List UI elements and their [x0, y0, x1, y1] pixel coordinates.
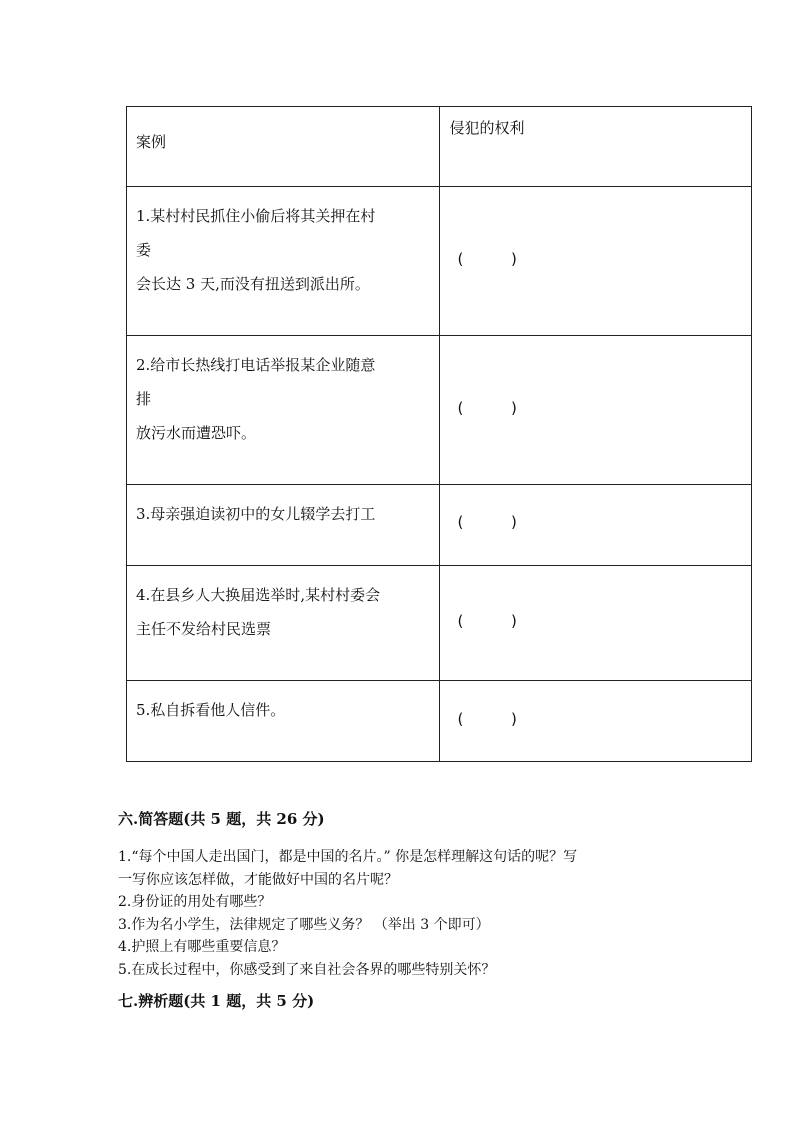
case-text-line: 4.在县乡人大换届选举时,某村村委会 — [136, 586, 381, 604]
case-text-line: 3.母亲强迫读初中的女儿辍学去打工 — [136, 505, 376, 523]
question-line: 一写你应该怎样做，才能做好中国的名片呢？ — [118, 871, 398, 888]
header-right-cell — [439, 107, 752, 187]
header-case-cell — [127, 107, 440, 187]
case-text-line: 2.给市长热线打电话举报某企业随意 — [136, 356, 376, 374]
case-text-line: 5.私自拆看他人信件。 — [136, 701, 286, 719]
question-list — [118, 846, 678, 982]
section-6-title: 六.简答题(共 5 题，共 26 分) — [118, 810, 325, 828]
answer-blank[interactable]: ( ) — [457, 250, 517, 268]
answer-cell[interactable] — [439, 566, 752, 681]
case-table — [126, 106, 752, 762]
case-cell — [127, 681, 440, 762]
case-text-line: 排 — [136, 390, 152, 408]
table-header-row — [127, 107, 752, 187]
table-row — [127, 485, 752, 566]
case-cell — [127, 336, 440, 485]
case-cell — [127, 485, 440, 566]
question-line: 5.在成长过程中，你感受到了来自社会各界的哪些特别关怀？ — [118, 961, 496, 978]
answer-cell[interactable] — [439, 681, 752, 762]
case-text-line: 委 — [136, 241, 152, 259]
answer-blank[interactable]: ( ) — [457, 612, 517, 630]
table-row — [127, 681, 752, 762]
question-line: 3.作为名小学生，法律规定了哪些义务？ （举出 3 个即可） — [118, 916, 490, 933]
table-row — [127, 187, 752, 336]
case-text-line: 1.某村村民抓住小偷后将其关押在村 — [136, 207, 376, 225]
answer-cell[interactable] — [439, 187, 752, 336]
answer-blank[interactable]: ( ) — [457, 399, 517, 417]
case-text-line: 主任不发给村民选票 — [136, 620, 272, 638]
case-text-line: 会长达 3 天,而没有扭送到派出所。 — [136, 275, 370, 293]
case-cell — [127, 566, 440, 681]
table-row — [127, 566, 752, 681]
question-line: 1.“每个中国人走出国门，都是中国的名片。” 你是怎样理解这句话的呢？写 — [118, 849, 578, 865]
table-row — [127, 336, 752, 485]
case-cell — [127, 187, 440, 336]
header-right-label: 侵犯的权利 — [449, 119, 525, 137]
case-text-line: 放污水而遭恐吓。 — [136, 424, 257, 442]
section-7-title: 七.辨析题(共 1 题，共 5 分) — [118, 992, 315, 1010]
answer-blank[interactable]: ( ) — [457, 513, 517, 531]
question-line: 4.护照上有哪些重要信息？ — [118, 939, 286, 956]
answer-cell[interactable] — [439, 336, 752, 485]
question-line: 2.身份证的用处有哪些？ — [118, 894, 272, 911]
answer-blank[interactable]: ( ) — [457, 710, 517, 728]
header-case-label: 案例 — [136, 133, 167, 151]
answer-cell[interactable] — [439, 485, 752, 566]
